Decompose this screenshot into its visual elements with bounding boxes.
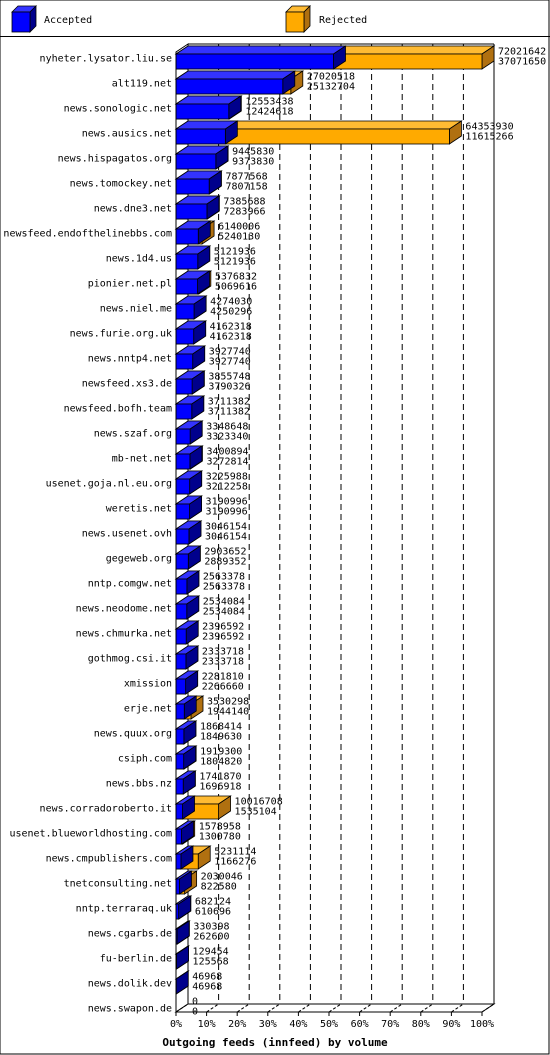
value-label-offered: 27020518 [306, 71, 355, 83]
legend-swatch-accepted [12, 6, 36, 32]
x-tick-label: 10% [197, 1019, 216, 1030]
value-label-offered: 2396592 [202, 621, 245, 633]
value-label-accepted: 3323340 [206, 431, 249, 443]
category-label: news.bbs.nz [105, 778, 172, 790]
category-label: news.cmpublishers.com [45, 853, 172, 865]
value-label-accepted: 7807158 [225, 181, 268, 193]
value-label-offered: 1741870 [199, 771, 242, 783]
x-tick-label: 50% [319, 1019, 339, 1030]
category-label: newsfeed.endofthelinebbs.com [3, 228, 172, 240]
x-tick-label: 60% [350, 1019, 369, 1030]
category-label: usenet.blueworldhosting.com [9, 828, 172, 840]
value-label-accepted: 1535104 [234, 806, 277, 818]
category-label: weretis.net [105, 503, 172, 515]
value-label-offered: 3190996 [205, 496, 248, 508]
value-label-accepted: 2534084 [202, 606, 245, 618]
value-label-offered: 3711382 [207, 396, 250, 408]
category-label: newsfeed.bofh.team [63, 403, 172, 415]
category-label: news.ausics.net [81, 128, 172, 140]
category-label: nntp.terraraq.uk [75, 903, 172, 915]
value-label-accepted: 822580 [200, 881, 237, 893]
value-label-accepted: 3190996 [205, 506, 248, 518]
x-tick-label: 80% [411, 1019, 430, 1030]
bar-accepted [176, 171, 221, 194]
x-tick-label: 70% [381, 1019, 400, 1030]
category-label: news.corradoroberto.it [39, 803, 172, 815]
value-label-offered: 1868414 [199, 721, 243, 733]
category-label: news.furie.org.uk [69, 328, 172, 340]
value-label-accepted: 2563378 [202, 581, 246, 593]
category-label: news.szaf.org [93, 428, 172, 440]
value-label-offered: 4274030 [210, 296, 253, 308]
bar-accepted [176, 46, 346, 69]
value-label-accepted: 4250296 [210, 306, 253, 318]
value-label-offered: 12553438 [245, 96, 294, 108]
value-label-offered: 129454 [192, 946, 229, 958]
value-label-accepted: 3272814 [206, 456, 249, 468]
value-label-offered: 330398 [193, 921, 230, 933]
value-label-offered: 7877568 [225, 171, 268, 183]
category-label: news.dolik.dev [87, 978, 172, 990]
value-label-accepted: 1944140 [206, 706, 250, 718]
value-label-accepted: 46968 [192, 981, 223, 993]
category-label: usenet.goja.nl.eu.org [45, 478, 172, 490]
category-label: news.niel.me [99, 303, 172, 315]
value-label-accepted: 3927740 [208, 356, 251, 368]
value-label-offered: 682124 [194, 896, 232, 908]
value-label-offered: 9445830 [232, 146, 275, 158]
value-label-offered: 4162318 [209, 321, 252, 333]
bar-accepted [176, 96, 241, 119]
value-label-accepted: 1849630 [199, 731, 243, 743]
category-label: news.hispagatos.org [57, 153, 172, 165]
category-label: news.cgarbs.de [87, 928, 172, 940]
value-label-accepted: 1300780 [198, 831, 241, 843]
value-label-accepted: 12424618 [245, 106, 294, 118]
x-tick-label: 40% [289, 1019, 308, 1030]
value-label-accepted: 5069616 [214, 281, 258, 293]
value-label-accepted: 2333718 [201, 656, 245, 668]
value-label-accepted: 610696 [194, 906, 232, 918]
value-label-accepted: 9373830 [232, 156, 275, 168]
value-label-offered: 3855748 [208, 371, 251, 383]
legend-label-rejected: Rejected [319, 15, 368, 26]
x-tick-label: 0% [169, 1019, 183, 1030]
value-label-offered: 2333718 [201, 646, 245, 658]
value-label-offered: 1919300 [200, 746, 243, 758]
value-label-offered: 10016708 [234, 796, 283, 808]
value-label-accepted: 5240130 [218, 231, 261, 243]
category-label: news.neodome.net [75, 603, 172, 615]
value-label-offered: 72021642 [498, 46, 547, 58]
legend-swatch-rejected [286, 6, 310, 32]
value-label-accepted: 11615266 [465, 131, 514, 143]
value-label-accepted: 5121936 [213, 256, 256, 268]
value-label-offered: 64353930 [465, 121, 514, 133]
category-label: erje.net [123, 703, 172, 715]
category-label: news.usenet.ovh [81, 528, 172, 540]
value-label-offered: 2563378 [202, 571, 246, 583]
bar-accepted [176, 196, 219, 219]
x-tick-label: 90% [442, 1019, 461, 1030]
value-label-accepted: 0 [192, 1006, 199, 1018]
value-label-accepted: 3790326 [208, 381, 251, 393]
value-label-accepted: 3711382 [207, 406, 250, 418]
category-label: news.sonologic.net [63, 103, 172, 115]
value-label-offered: 7385688 [223, 196, 266, 208]
legend-label-accepted: Accepted [44, 15, 93, 26]
value-label-accepted: 37071650 [498, 56, 547, 68]
value-label-accepted: 1696918 [199, 781, 242, 793]
value-label-offered: 3225988 [205, 471, 248, 483]
value-label-accepted: 3046154 [204, 531, 248, 543]
value-label-offered: 5121936 [213, 246, 256, 258]
category-label: gegeweb.org [105, 553, 172, 565]
value-label-offered: 6140006 [218, 221, 261, 233]
category-label: fu-berlin.de [99, 953, 172, 965]
value-label-accepted: 1804820 [200, 756, 243, 768]
value-label-accepted: 7283966 [223, 206, 266, 218]
value-label-offered: 2534084 [202, 596, 245, 608]
x-tick-label: 30% [258, 1019, 277, 1030]
bar-accepted [176, 146, 228, 169]
bar-accepted [176, 71, 295, 94]
value-label-accepted: 2889352 [204, 556, 247, 568]
value-label-offered: 0 [192, 996, 199, 1008]
category-label: nyheter.lysator.liu.se [39, 53, 172, 65]
bar-accepted [176, 121, 237, 144]
category-label: newsfeed.xs3.de [81, 378, 172, 390]
x-tick-label: 20% [228, 1019, 247, 1030]
category-label: alt119.net [111, 78, 172, 90]
value-label-offered: 3348648 [206, 421, 249, 433]
value-label-offered: 3927740 [208, 346, 251, 358]
value-label-offered: 3046154 [204, 521, 248, 533]
value-label-offered: 46968 [192, 971, 223, 983]
category-label: news.swapon.de [87, 1003, 172, 1015]
category-label: news.1d4.us [105, 253, 172, 265]
value-label-offered: 5231114 [214, 846, 257, 858]
category-label: gothmog.csi.it [87, 653, 172, 665]
x-tick-label: 100% [469, 1019, 495, 1030]
category-label: xmission [123, 678, 172, 690]
category-label: news.chmurka.net [75, 628, 172, 640]
value-label-accepted: 3212258 [205, 481, 248, 493]
value-label-accepted: 2266660 [201, 681, 244, 693]
category-label: pionier.net.pl [87, 278, 172, 290]
category-label: mb-net.net [111, 453, 172, 465]
category-label: news.tomockey.net [69, 178, 172, 190]
value-label-offered: 3530298 [206, 696, 250, 708]
value-label-offered: 1578958 [198, 821, 241, 833]
category-label: csiph.com [117, 753, 172, 765]
category-label: news.dne3.net [93, 203, 172, 215]
category-label: tnetconsulting.net [63, 878, 172, 890]
value-label-offered: 5376832 [214, 271, 258, 283]
value-label-accepted: 4162318 [209, 331, 252, 343]
category-label: news.quux.org [93, 728, 172, 740]
category-label: news.nntp4.net [87, 353, 172, 365]
value-label-accepted: 2396592 [202, 631, 245, 643]
x-axis-title: Outgoing feeds (innfeed) by volume [162, 1036, 388, 1049]
value-label-offered: 2903652 [204, 546, 247, 558]
value-label-accepted: 25132704 [306, 81, 355, 93]
value-label-offered: 2030046 [200, 871, 243, 883]
category-label: nntp.comgw.net [87, 578, 172, 590]
value-label-accepted: 262600 [193, 931, 230, 943]
value-label-accepted: 125568 [192, 956, 229, 968]
value-label-offered: 2281810 [201, 671, 244, 683]
value-label-offered: 3400894 [206, 446, 249, 458]
value-label-accepted: 1166276 [214, 856, 257, 868]
